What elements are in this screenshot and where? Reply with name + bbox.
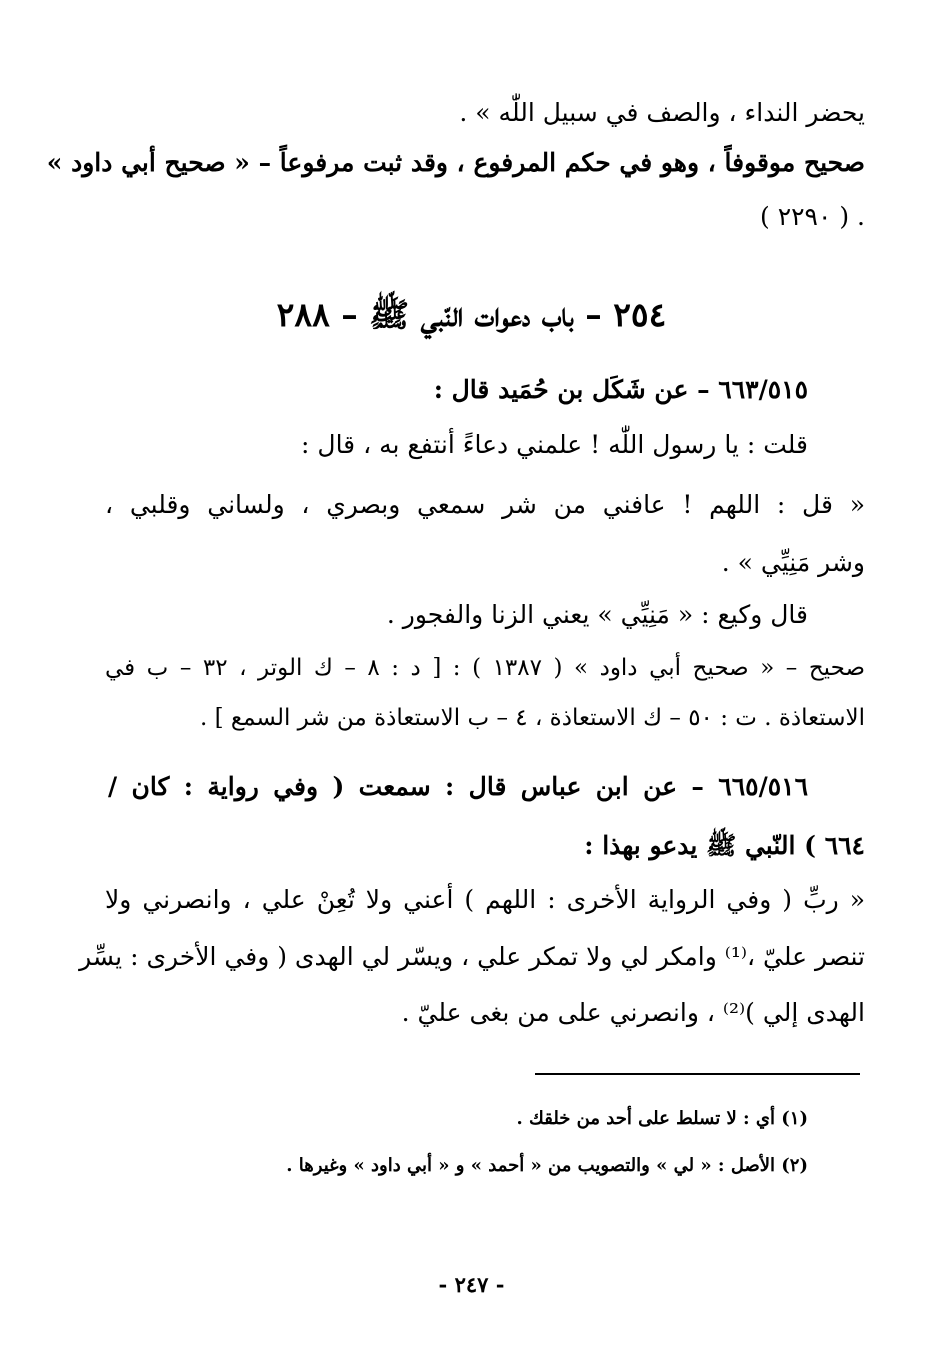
footnote-divider [535, 1073, 860, 1075]
hadith-516-line-1: ٦٦٤ ) النّبي ﷺ يدعو بهذا : [584, 831, 865, 860]
hadith-515-grading: صحيح – « صحيح أبي داود » ( ١٣٨٧ ) : [ د : ٨ – ك الوتر ، ٣٢ – ب في [105, 655, 865, 681]
text-line-top-1: يحضر النداء ، والصف في سبيل اللّٰه » . [459, 98, 865, 127]
footnote-2: (٢) الأصل : « لي » والتصويب من « أحمد » و « أبي داود » وغيرها . [286, 1155, 808, 1176]
hadith-515-line-1: قلت : يا رسول اللّٰه ! علمني دعاءً أنتفع به ، قال : [301, 430, 808, 459]
hadith-515-header: ٦٦٣/٥١٥ – عن شَكَل بن حُمَيد قال : [433, 375, 808, 404]
footnote-1: (١) أي : لا تسلط على أحد من خلقك . [516, 1108, 808, 1129]
hadith-516-header: ٦٦٥/٥١٦ – عن ابن عباس قال : سمعت ( وفي رواية : كان / [108, 772, 808, 801]
hadith-515-source: الاستعاذة . ت : ٥٠ – ك الاستعاذة ، ٤ – ب الاستعاذة من شر السمع ] . [199, 705, 865, 731]
hadith-516-line-2: « ربِّ ( وفي الرواية الأخرى : اللهم ) أعني ولا تُعِنْ علي ، وانصرني ولا [105, 885, 865, 914]
hadith-515-line-4: قال وكيع : « مَنِيِّي » يعني الزنا والفجور . [386, 600, 808, 629]
page-number: - ٢٤٧ - [438, 1272, 505, 1297]
hadith-515-line-3: وشر مَنِيِّي » . [721, 548, 865, 577]
hadith-515-line-2: « قل : اللهم ! عافني من شر سمعي وبصري ، ولساني وقلبي ، [105, 490, 865, 519]
hadith-516-line-4: الهدى إلي )⁽²⁾ ، وانصرني على من بغى عليّ . [401, 998, 865, 1027]
text-line-top-3: . ( ٢٢٩٠ ) [759, 202, 865, 231]
hadith-516-line-3: تنصر عليّ ،⁽¹⁾ وامكر لي ولا تمكر علي ، ويسّر لي الهدى ( وفي الأخرى : يسِّر [79, 942, 865, 971]
text-line-top-2: صحيح موقوفاً ، وهو في حكم المرفوع ، وقد ثبت مرفوعاً – « صحيح أبي داود » [46, 148, 865, 177]
chapter-heading: ٢٥٤ – باب دعوات النّبي ﷺ – ٢٨٨ [276, 295, 667, 334]
